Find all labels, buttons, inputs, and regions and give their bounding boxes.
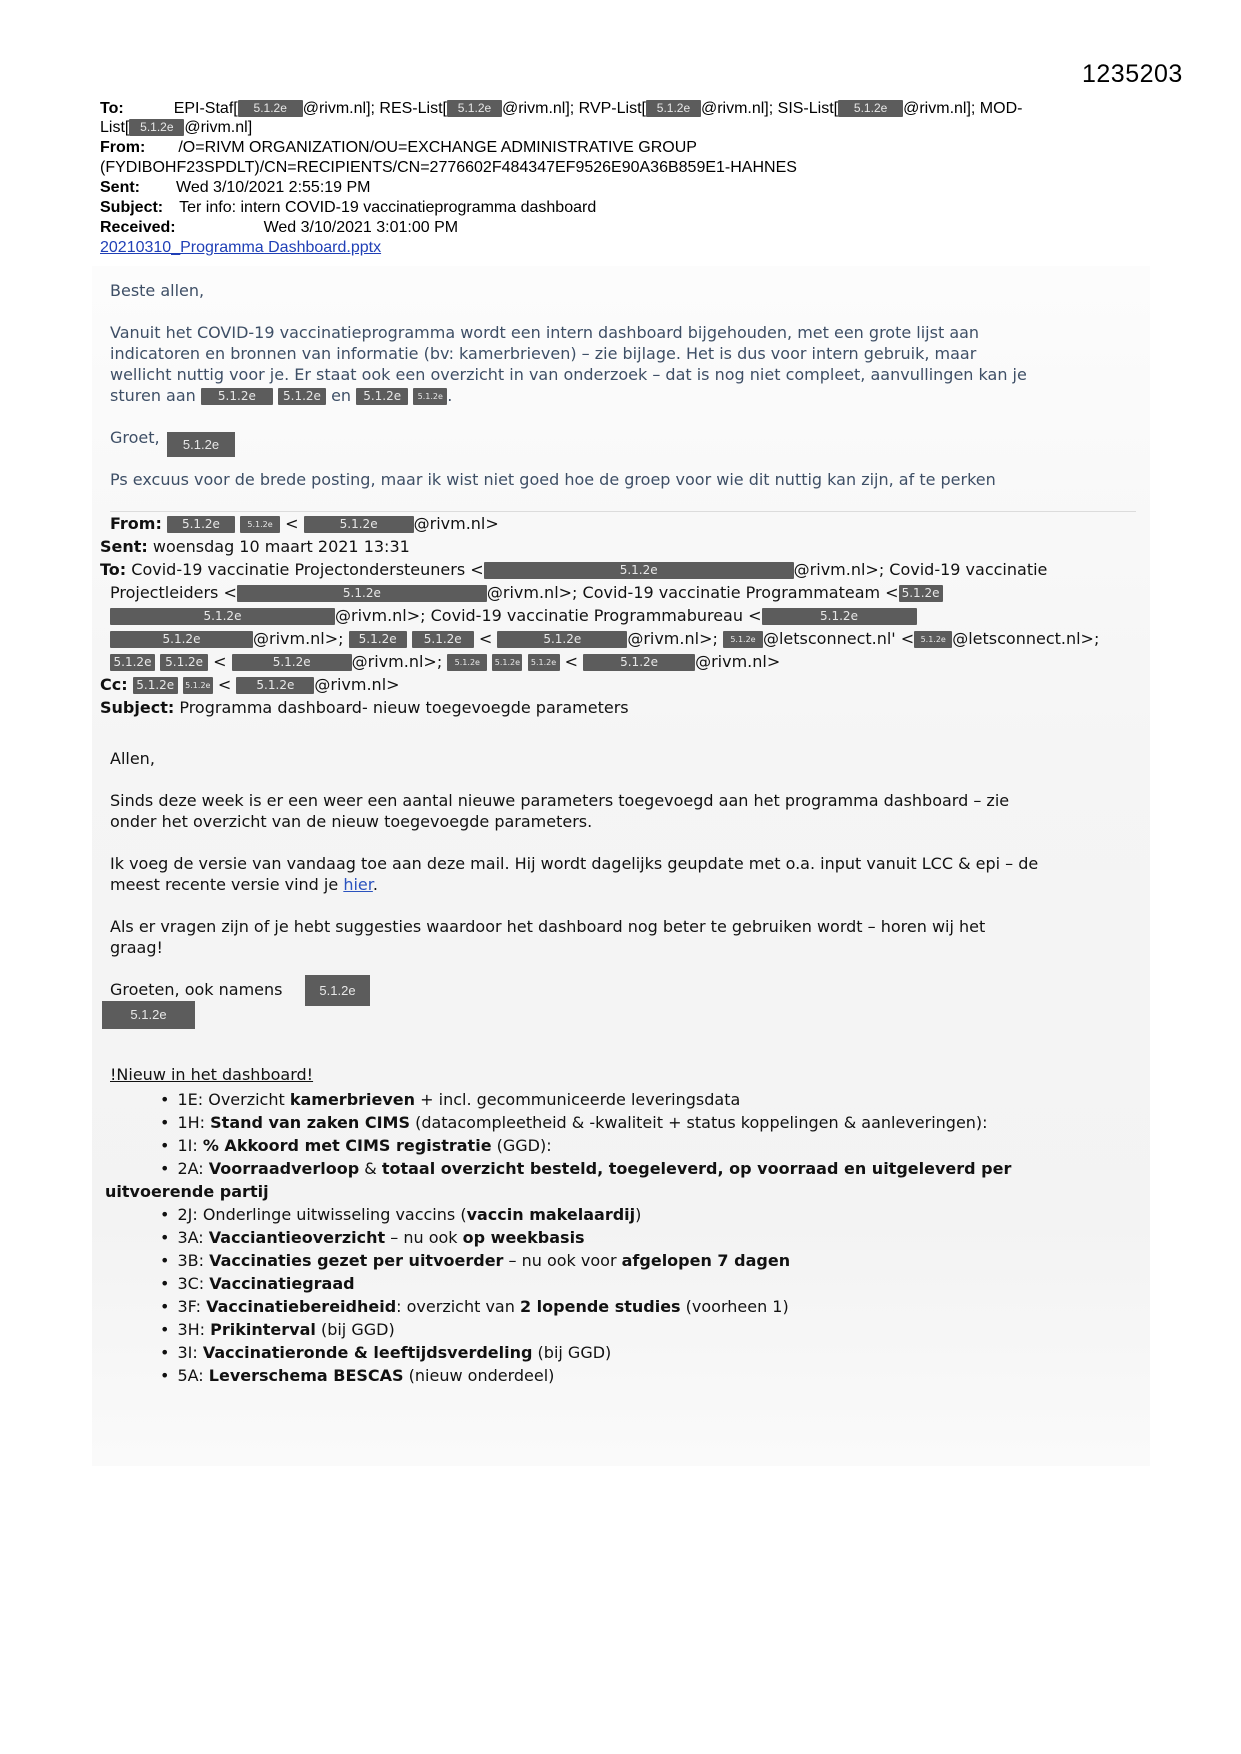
fw-to-line1: To: Covid-19 vaccinatie Projectondersteuners < 5.1.2e @rivm.nl>; Covid-19 vaccinatie — [100, 560, 1048, 579]
redaction-box: 5.1.2e — [583, 654, 695, 671]
redaction-box: 5.1.2e — [528, 654, 560, 671]
hier-link[interactable]: hier — [343, 875, 373, 894]
redaction-box: 5.1.2e — [102, 1001, 195, 1029]
list-item: • 2A: Voorraadverloop & totaal overzicht besteld, toegeleverd, op voorraad en uitgeleverd per — [160, 1157, 1011, 1180]
fw-sent: Sent: woensdag 10 maart 2021 13:31 — [100, 537, 410, 556]
nieuw-list — [105, 1088, 1012, 1387]
header-to-line2: List[ 5.1.2e @rivm.nl] — [100, 119, 253, 136]
redaction-box: 5.1.2e — [413, 388, 447, 405]
msg2-p1-line1: Sinds deze week is er een weer een aantal nieuwe parameters toegevoegd aan het programma dashboard – zie — [110, 791, 1010, 810]
redaction-box: 5.1.2e — [899, 585, 943, 602]
msg2-greeting: Allen, — [110, 749, 155, 768]
list-item: • 1E: Overzicht kamerbrieven + incl. gecommuniceerde leveringsdata — [160, 1088, 1011, 1111]
msg2-p2-line1: Ik voeg de versie van vandaag toe aan deze mail. Hij wordt dagelijks geupdate met o.a. input vanuit LCC & epi – de — [110, 854, 1039, 873]
list-item-continuation: uitvoerende partij — [105, 1182, 269, 1201]
nieuw-title: !Nieuw in het dashboard! — [110, 1065, 314, 1084]
redaction-box: 5.1.2e — [110, 631, 253, 648]
redaction-box: 5.1.2e — [356, 388, 408, 405]
redaction-box: 5.1.2e — [484, 562, 794, 579]
msg2-p1-line2: onder het overzicht van de nieuw toegevoegde parameters. — [110, 812, 593, 831]
list-item: • 3F: Vaccinatiebereidheid: overzicht van 2 lopende studies (voorheen 1) — [160, 1295, 1011, 1318]
header-subject: Subject: Ter info: intern COVID-19 vaccinatieprogramma dashboard — [100, 199, 597, 216]
fw-from: From: 5.1.2e 5.1.2e < 5.1.2e @rivm.nl> — [110, 514, 499, 533]
redaction-box: 5.1.2e — [492, 654, 522, 671]
redaction-box: 5.1.2e — [160, 654, 208, 671]
redaction-box: 5.1.2e — [723, 631, 763, 648]
redaction-box: 5.1.2e — [838, 100, 903, 117]
redaction-box: 5.1.2e — [110, 654, 155, 671]
msg1-line1: Vanuit het COVID-19 vaccinatieprogramma wordt een intern dashboard bijgehouden, met een grote lijst aan — [110, 323, 980, 342]
list-item: • 3A: Vacciantieoverzicht – nu ook op weekbasis — [160, 1226, 1011, 1249]
msg1-line2: indicatoren en bronnen van informatie (bv: kamerbrieven) – zie bijlage. Het is dus voor intern gebruik, maar — [110, 344, 977, 363]
list-item: • 3H: Prikinterval (bij GGD) — [160, 1318, 1011, 1341]
redaction-box: 5.1.2e — [646, 100, 701, 117]
fw-to-line5: 5.1.2e 5.1.2e < 5.1.2e @rivm.nl>; 5.1.2e 5.1.2e 5.1.2e < 5.1.2e @rivm.nl> — [110, 651, 780, 672]
header-received: Received: Wed 3/10/2021 3:01:00 PM — [100, 219, 459, 236]
redaction-box: 5.1.2e — [304, 516, 414, 533]
msg1-ps: Ps excuus voor de brede posting, maar ik wist niet goed hoe de groep voor wie dit nuttig kan zijn, af te perken — [110, 470, 996, 489]
redaction-box: 5.1.2e — [447, 100, 502, 117]
msg2-groeten: Groeten, ook namens — [110, 980, 283, 999]
redaction-box: 5.1.2e — [133, 677, 178, 694]
msg2-p2-line2: meest recente versie vind je hier. — [110, 875, 378, 894]
attachment-link[interactable]: 20210310_Programma Dashboard.pptx — [100, 239, 382, 256]
redaction-box: 5.1.2e — [762, 608, 917, 625]
msg2-p3-line2: graag! — [110, 938, 163, 957]
list-item: • 3C: Vaccinatiegraad — [160, 1272, 1011, 1295]
msg2-p3-line1: Als er vragen zijn of je hebt suggesties waardoor het dashboard nog beter te gebruiken wordt – horen wij het — [110, 917, 986, 936]
fw-to-line4: 5.1.2e @rivm.nl>; 5.1.2e 5.1.2e < 5.1.2e @rivm.nl>; 5.1.2e @letsconnect.nl' < 5.1.2e @letsconnect.nl>; — [110, 628, 1099, 649]
msg1-line3: wellicht nuttig voor je. Er staat ook een overzicht in van onderzoek – dat is nog niet compleet, aanvullingen kan je — [110, 365, 1027, 384]
redaction-box: 5.1.2e — [183, 677, 213, 694]
redaction-box: 5.1.2e — [110, 608, 335, 625]
list-item: • 5A: Leverschema BESCAS (nieuw onderdeel) — [160, 1364, 1011, 1387]
list-item: • 1H: Stand van zaken CIMS (datacompleetheid & -kwaliteit + status koppelingen & aanleveringen): — [160, 1111, 1011, 1134]
header-sent: Sent: Wed 3/10/2021 2:55:19 PM — [100, 179, 371, 196]
list-item: • 3I: Vaccinatieronde & leeftijdsverdeling (bij GGD) — [160, 1341, 1011, 1364]
redaction-box: 5.1.2e — [497, 631, 627, 648]
document-number: 1235203 — [1082, 60, 1183, 88]
redaction-box: 5.1.2e — [305, 975, 370, 1006]
msg1-line4: sturen aan 5.1.2e 5.1.2e en 5.1.2e 5.1.2e . — [110, 386, 453, 405]
redaction-box: 5.1.2e — [412, 631, 474, 648]
redaction-box: 5.1.2e — [167, 516, 235, 533]
list-item: • 2J: Onderlinge uitwisseling vaccins (vaccin makelaardij) — [160, 1203, 1011, 1226]
divider — [110, 511, 1136, 512]
redaction-box: 5.1.2e — [278, 388, 326, 405]
fw-to-line2: Projectleiders < 5.1.2e @rivm.nl>; Covid-19 vaccinatie Programmateam < 5.1.2e — [110, 582, 943, 603]
redaction-box: 5.1.2e — [236, 677, 314, 694]
redaction-box: 5.1.2e — [129, 119, 184, 136]
fw-subject: Subject: Programma dashboard- nieuw toegevoegde parameters — [100, 698, 629, 717]
redaction-box: 5.1.2e — [232, 654, 352, 671]
msg1-groet: Groet, — [110, 428, 160, 447]
msg1-greeting: Beste allen, — [110, 281, 205, 300]
redaction-box: 5.1.2e — [201, 388, 273, 405]
redaction-box: 5.1.2e — [238, 100, 303, 117]
redaction-box: 5.1.2e — [237, 585, 487, 602]
redaction-box: 5.1.2e — [240, 516, 280, 533]
header-from: From: /O=RIVM ORGANIZATION/OU=EXCHANGE ADMINISTRATIVE GROUP — [100, 139, 697, 156]
fw-cc: Cc: 5.1.2e 5.1.2e < 5.1.2e @rivm.nl> — [100, 675, 400, 694]
fw-to-line3: 5.1.2e @rivm.nl>; Covid-19 vaccinatie Programmabureau < 5.1.2e — [110, 605, 917, 626]
list-item: • 3B: Vaccinaties gezet per uitvoerder – nu ook voor afgelopen 7 dagen — [160, 1249, 1011, 1272]
redaction-box: 5.1.2e — [447, 654, 487, 671]
header-from-line2: (FYDIBOHF23SPDLT)/CN=RECIPIENTS/CN=2776602F484347EF9526E90A36B859E1-HAHNES — [100, 159, 797, 176]
list-item: • 1I: % Akkoord met CIMS registratie (GGD): — [160, 1134, 1011, 1157]
redaction-box: 5.1.2e — [167, 432, 235, 457]
redaction-box: 5.1.2e — [914, 631, 952, 648]
header-to-line1: To: EPI-Staf[ 5.1.2e @rivm.nl]; RES-List[ 5.1.2e @rivm.nl]; RVP-List[ 5.1.2e @rivm.nl]; SIS-List[ 5.1.2e @rivm.nl]; MOD- — [100, 100, 1023, 117]
redaction-box: 5.1.2e — [349, 631, 407, 648]
